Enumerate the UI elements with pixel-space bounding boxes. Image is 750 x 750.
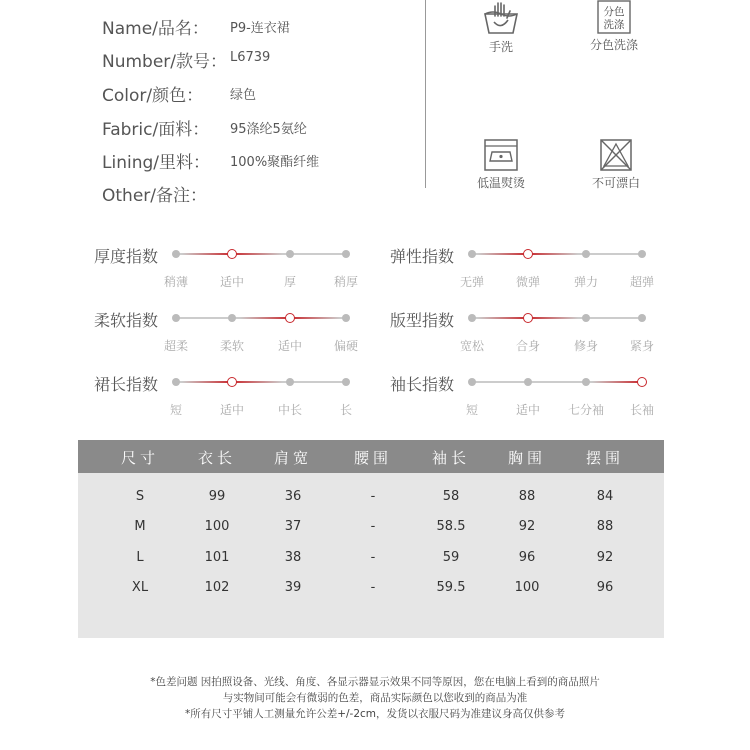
index-selected-dot xyxy=(637,377,647,387)
separate-wash-text-2: 洗涤 xyxy=(603,19,625,31)
notes xyxy=(0,674,750,722)
index-dot xyxy=(638,250,646,258)
index-selected-dot xyxy=(227,249,237,259)
info-label: Fabric/面料： xyxy=(102,120,210,140)
table-cell: 84 xyxy=(596,489,614,504)
size-table-header xyxy=(78,440,664,473)
info-label: Color/颜色： xyxy=(102,86,204,106)
index-tick-label: 修身 xyxy=(573,339,599,353)
index-tick-label: 微弹 xyxy=(515,275,541,289)
info-value: P9-连衣裙 xyxy=(230,21,290,36)
hand-wash-icon xyxy=(481,0,521,36)
index-5 xyxy=(390,372,670,417)
info-value: 100%聚酯纤维 xyxy=(230,155,320,170)
index-tick-label: 超柔 xyxy=(163,339,189,353)
info-label: Name/品名： xyxy=(102,19,209,39)
index-tick-label: 宽松 xyxy=(459,339,485,353)
table-cell: 100 xyxy=(204,519,230,534)
index-tick-label: 稍薄 xyxy=(163,275,189,289)
table-cell: 92 xyxy=(518,519,536,534)
vertical-divider xyxy=(425,0,426,188)
index-selected-dot xyxy=(523,249,533,259)
index-dot xyxy=(342,314,350,322)
table-cell: S xyxy=(135,489,145,504)
table-cell: - xyxy=(370,550,376,565)
table-cell: 102 xyxy=(204,580,230,595)
table-cell: 37 xyxy=(284,519,302,534)
table-cell: 88 xyxy=(596,519,614,534)
note-line: 与实物间可能会有微弱的色差，商品实际颜色以您收到的商品为准 xyxy=(222,692,528,704)
index-tick-label: 短 xyxy=(465,403,479,417)
index-dot xyxy=(342,378,350,386)
index-dot xyxy=(582,378,590,386)
low-iron-icon xyxy=(483,138,519,172)
info-value: 95涤纶5氨纶 xyxy=(230,122,307,137)
index-tick-label: 适中 xyxy=(515,403,541,417)
index-tick-label: 稍厚 xyxy=(333,275,359,289)
index-4 xyxy=(94,372,374,417)
index-tick-label: 适中 xyxy=(219,403,245,417)
index-tick-label: 适中 xyxy=(219,275,245,289)
info-value: L6739 xyxy=(230,50,271,65)
table-cell: 92 xyxy=(596,550,614,565)
table-cell: 101 xyxy=(204,550,230,565)
index-label: 厚度指数 xyxy=(94,247,159,266)
column-header: 胸围 xyxy=(507,449,547,467)
note-line: *所有尺寸平铺人工测量允许公差+/-2cm，发货以衣服尺码为准建议身高仅供参考 xyxy=(184,708,566,720)
index-tick-label: 长 xyxy=(339,403,353,417)
table-cell: - xyxy=(370,489,376,504)
separate-wash-text-1: 分色 xyxy=(603,6,625,18)
care-label: 不可漂白 xyxy=(591,176,640,190)
index-tick-label: 弹力 xyxy=(573,275,599,289)
index-dot xyxy=(468,378,476,386)
index-selected-dot xyxy=(285,313,295,323)
table-cell: 59 xyxy=(442,550,460,565)
care-label: 手洗 xyxy=(488,40,513,54)
index-tick-label: 紧身 xyxy=(629,339,655,353)
index-label: 柔软指数 xyxy=(94,311,159,330)
index-dot xyxy=(468,314,476,322)
table-cell: 59.5 xyxy=(436,580,466,595)
info-label: Other/备注： xyxy=(102,186,207,206)
index-track xyxy=(169,381,353,417)
index-dot xyxy=(582,314,590,322)
index-highlight xyxy=(592,381,642,383)
column-header: 尺寸 xyxy=(120,449,160,467)
column-header: 袖长 xyxy=(431,449,471,467)
table-cell: 96 xyxy=(596,580,614,595)
index-dot xyxy=(172,378,180,386)
index-label: 袖长指数 xyxy=(390,375,455,394)
index-dot xyxy=(468,250,476,258)
table-cell: 39 xyxy=(284,580,302,595)
table-cell: 58.5 xyxy=(436,519,466,534)
index-dot xyxy=(342,250,350,258)
index-dot xyxy=(172,250,180,258)
index-label: 弹性指数 xyxy=(390,247,455,266)
care-label: 分色洗涤 xyxy=(589,38,638,52)
index-selected-dot xyxy=(227,377,237,387)
size-table xyxy=(78,440,664,638)
column-header: 肩宽 xyxy=(273,449,313,467)
table-cell: 99 xyxy=(208,489,226,504)
index-tick-label: 柔软 xyxy=(219,339,245,353)
index-2 xyxy=(94,308,374,353)
index-track xyxy=(459,317,655,353)
index-dot xyxy=(286,378,294,386)
table-cell: 58 xyxy=(442,489,460,504)
index-0 xyxy=(94,244,374,289)
index-selected-dot xyxy=(523,313,533,323)
index-track xyxy=(465,381,655,417)
index-tick-label: 偏硬 xyxy=(333,339,359,353)
index-tick-label: 适中 xyxy=(277,339,303,353)
no-bleach-icon xyxy=(598,138,634,172)
table-cell: 96 xyxy=(518,550,536,565)
column-header: 腰围 xyxy=(353,449,393,467)
index-label: 裙长指数 xyxy=(94,375,159,394)
index-tick-label: 厚 xyxy=(283,275,297,289)
table-cell: 100 xyxy=(514,580,540,595)
table-cell: 36 xyxy=(284,489,302,504)
index-label: 版型指数 xyxy=(390,311,455,330)
index-track xyxy=(163,317,359,353)
index-tick-label: 超弹 xyxy=(629,275,655,289)
index-1 xyxy=(390,244,670,289)
table-cell: - xyxy=(370,580,376,595)
index-dot xyxy=(228,314,236,322)
index-tick-label: 中长 xyxy=(277,403,303,417)
table-cell: M xyxy=(134,519,146,534)
index-track xyxy=(163,253,359,289)
note-line: *色差问题 因拍照设备、光线、角度、各显示器显示效果不同等原因，您在电脑上看到的商品照片 xyxy=(150,676,600,688)
index-track xyxy=(459,253,655,289)
care-separate-wash xyxy=(569,0,659,53)
care-low-iron xyxy=(456,138,546,191)
separate-wash-icon xyxy=(597,0,631,34)
index-tick-label: 短 xyxy=(169,403,183,417)
column-header: 摆围 xyxy=(585,449,625,467)
column-header: 衣长 xyxy=(197,449,237,467)
table-cell: L xyxy=(136,550,144,565)
index-tick-label: 合身 xyxy=(515,339,541,353)
index-dot xyxy=(524,378,532,386)
index-tick-label: 无弹 xyxy=(459,275,485,289)
index-dot xyxy=(582,250,590,258)
table-cell: - xyxy=(370,519,376,534)
info-label: Lining/里料： xyxy=(102,153,210,173)
index-dot xyxy=(638,314,646,322)
care-hand-wash xyxy=(456,0,546,55)
care-label: 低温熨烫 xyxy=(476,176,525,190)
info-value: 绿色 xyxy=(230,88,257,103)
index-dot xyxy=(172,314,180,322)
care-no-bleach xyxy=(571,138,661,191)
index-dot xyxy=(286,250,294,258)
info-label: Number/款号： xyxy=(102,52,228,72)
index-tick-label: 七分袖 xyxy=(567,403,605,417)
table-cell: 38 xyxy=(284,550,302,565)
index-3 xyxy=(390,308,670,353)
index-tick-label: 长袖 xyxy=(629,403,655,417)
table-cell: 88 xyxy=(518,489,536,504)
table-cell: XL xyxy=(131,580,149,595)
